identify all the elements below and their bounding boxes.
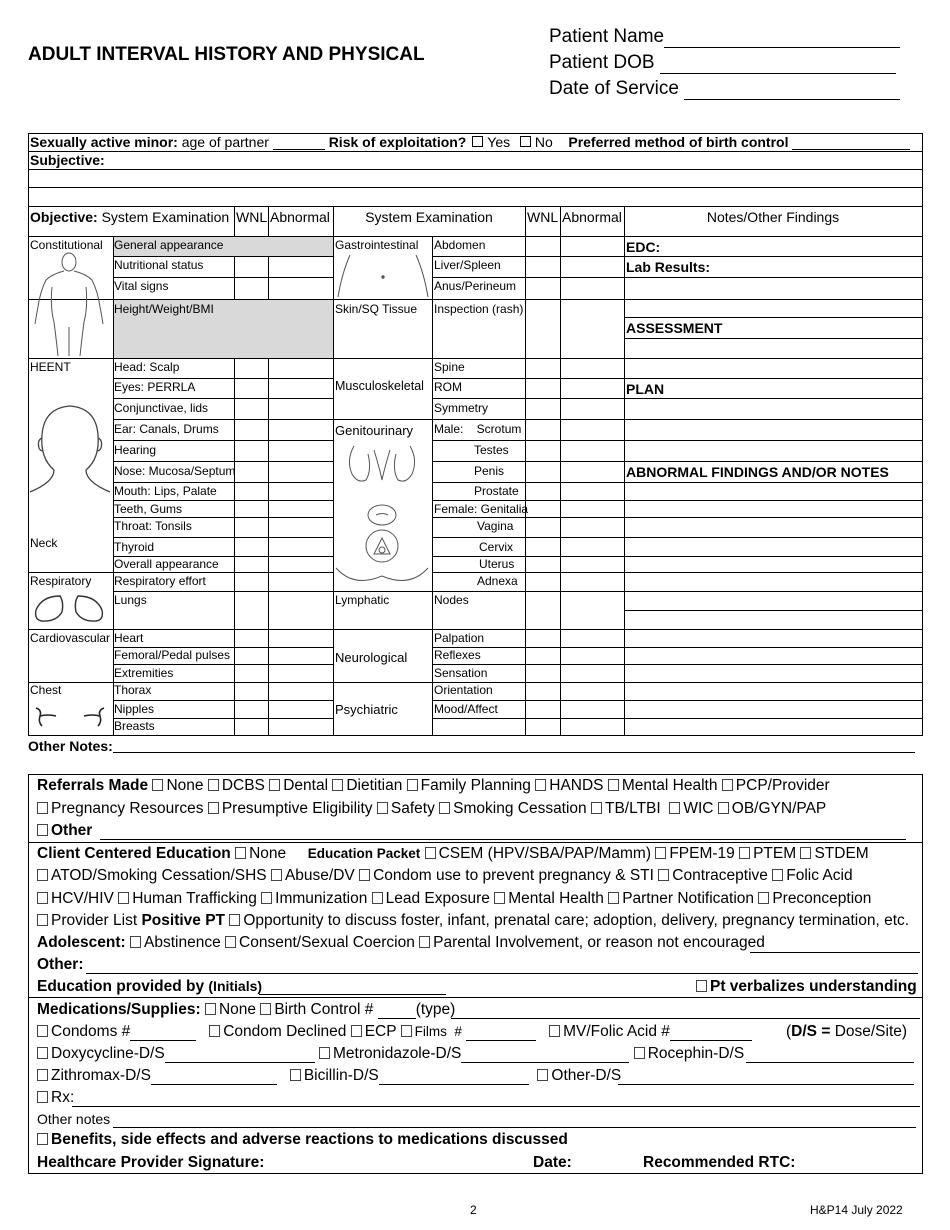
education-provided-row: Education provided by (Initials) xyxy=(37,978,263,995)
meds-row-rx: Rx: xyxy=(37,1089,74,1107)
rocephin-input[interactable] xyxy=(746,1047,914,1063)
form-title: ADULT INTERVAL HISTORY AND PHYSICAL xyxy=(28,44,425,65)
item-thyroid: Thyroid xyxy=(114,540,155,554)
item-vital-signs: Vital signs xyxy=(114,279,169,293)
date-of-service-field[interactable]: Date of Service xyxy=(549,78,900,100)
system-lymphatic: Lymphatic xyxy=(335,593,390,607)
item-cervix: Cervix xyxy=(479,540,514,554)
patient-dob-field[interactable]: Patient DOB xyxy=(549,52,896,74)
education-row-3: HCV/HIV Human Trafficking Immunization Lead Exposure Mental Health Partner Notification Preconception xyxy=(37,890,871,908)
edu-partner-checkbox[interactable] xyxy=(608,892,619,904)
packet-stdem-checkbox[interactable] xyxy=(800,847,811,859)
item-overall-appearance: Overall appearance xyxy=(114,557,219,571)
birth-control-input[interactable] xyxy=(792,137,910,150)
item-heart: Heart xyxy=(114,631,144,645)
edu-folic-checkbox[interactable] xyxy=(772,869,783,881)
system-psychiatric: Psychiatric xyxy=(335,702,398,717)
edu-opportunity-checkbox[interactable] xyxy=(229,914,240,926)
adol-consent-checkbox[interactable] xyxy=(225,936,236,948)
other-notes-input[interactable] xyxy=(113,735,915,753)
packet-fpem-checkbox[interactable] xyxy=(655,847,666,859)
system-skin: Skin/SQ Tissue xyxy=(335,302,418,316)
system-neurological: Neurological xyxy=(335,650,408,665)
other-ds-checkbox[interactable] xyxy=(537,1069,548,1081)
item-teeth-gums: Teeth, Gums xyxy=(114,502,183,516)
item-ear-canals: Ear: Canals, Drums xyxy=(114,422,219,436)
referral-smoking-checkbox[interactable] xyxy=(439,802,450,814)
referral-pregnancy-checkbox[interactable] xyxy=(37,802,48,814)
abdomen-icon xyxy=(336,253,430,297)
item-reflexes: Reflexes xyxy=(434,648,481,662)
adolescent-row: Adolescent: Abstinence Consent/Sexual Coercion Parental Involvement, or reason not encouraged xyxy=(37,934,765,951)
wnl-header: WNL xyxy=(236,209,268,225)
benefits-row: Benefits, side effects and adverse reactions to medications discussed xyxy=(37,1131,568,1149)
education-row-4: Provider List Positive PT Opportunity to discuss foster, infant, prenatal care; adoption, delivery, pregnancy termination, etc. xyxy=(37,912,909,930)
head-outline-icon xyxy=(30,400,112,496)
condoms-checkbox[interactable] xyxy=(37,1025,48,1037)
referral-family-planning-checkbox[interactable] xyxy=(407,779,418,791)
referral-wic-checkbox[interactable] xyxy=(669,802,680,814)
page-number: 2 xyxy=(470,1203,477,1217)
date-label: Date: xyxy=(533,1154,572,1171)
body-outline-icon xyxy=(32,252,107,356)
packet-csem-checkbox[interactable] xyxy=(425,847,436,859)
edu-condom-checkbox[interactable] xyxy=(359,869,370,881)
referral-pcp-checkbox[interactable] xyxy=(722,779,733,791)
edc-label: EDC: xyxy=(626,239,661,255)
referrals-row-1: Referrals Made None DCBS Dental Dietitian Family Planning HANDS Mental Health PCP/Provider xyxy=(37,777,830,794)
lungs-icon xyxy=(32,592,106,624)
referral-dcbs-checkbox[interactable] xyxy=(208,779,219,791)
system-genitourinary: Genitourinary xyxy=(335,423,414,438)
form-code: H&P14 July 2022 xyxy=(810,1203,903,1217)
system-gastrointestinal: Gastrointestinal xyxy=(335,238,419,252)
item-male-scrotum: Male: Scrotum xyxy=(434,422,522,436)
item-head-scalp: Head: Scalp xyxy=(114,360,180,374)
edu-mental-health-checkbox[interactable] xyxy=(494,892,505,904)
item-abdomen: Abdomen xyxy=(434,238,486,252)
item-adnexa: Adnexa xyxy=(477,574,518,588)
item-sensation: Sensation xyxy=(434,666,488,680)
adol-parental-checkbox[interactable] xyxy=(419,936,430,948)
ecp-checkbox[interactable] xyxy=(351,1025,362,1037)
item-nutritional-status: Nutritional status xyxy=(114,258,204,272)
other-notes-label-2: Other notes xyxy=(37,1111,111,1127)
item-hearing: Hearing xyxy=(114,443,157,457)
edu-preconception-checkbox[interactable] xyxy=(758,892,769,904)
condom-declined-checkbox[interactable] xyxy=(209,1025,220,1037)
birth-control-type-input[interactable] xyxy=(451,1003,920,1019)
abnormal-header: Abnormal xyxy=(270,209,330,225)
referral-other-input[interactable] xyxy=(100,824,906,840)
item-nipples: Nipples xyxy=(114,702,155,716)
risk-yes-checkbox[interactable] xyxy=(472,136,483,147)
referral-dental-checkbox[interactable] xyxy=(269,779,280,791)
item-rom: ROM xyxy=(434,380,462,394)
risk-no-checkbox[interactable] xyxy=(520,136,531,147)
education-initials-input[interactable] xyxy=(259,979,446,995)
patient-name-field[interactable]: Patient Name xyxy=(549,26,900,48)
rtc-label: Recommended RTC: xyxy=(643,1154,796,1171)
meds-row-4: Zithromax-D/S Bicillin-D/S Other-D/S xyxy=(37,1067,621,1085)
item-mood-affect: Mood/Affect xyxy=(434,702,498,716)
pt-understanding-row: Pt verbalizes understanding xyxy=(696,978,917,996)
meds-other-notes-input[interactable] xyxy=(113,1113,916,1128)
education-other-label: Other: xyxy=(37,956,84,973)
rx-checkbox[interactable] xyxy=(37,1091,48,1103)
benefits-discussed-checkbox[interactable] xyxy=(37,1133,48,1145)
objective-header: Objective: System Examination xyxy=(30,209,230,225)
referral-presumptive-checkbox[interactable] xyxy=(208,802,219,814)
item-thorax: Thorax xyxy=(114,683,152,697)
bicillin-checkbox[interactable] xyxy=(290,1069,301,1081)
item-prostate: Prostate xyxy=(474,484,519,498)
lab-results-label: Lab Results: xyxy=(626,259,711,275)
other-notes-label: Other Notes: xyxy=(28,738,113,754)
item-general-appearance: General appearance xyxy=(114,238,224,252)
item-extremities: Extremities xyxy=(114,666,174,680)
chest-icon xyxy=(34,704,106,728)
edu-hcv-checkbox[interactable] xyxy=(37,892,48,904)
education-row-2: ATOD/Smoking Cessation/SHS Abuse/DV Condom use to prevent pregnancy & STI Contraceptive Folic Acid xyxy=(37,867,853,885)
item-liver-spleen: Liver/Spleen xyxy=(434,258,501,272)
item-inspection-rash: Inspection (rash) xyxy=(434,302,524,316)
provider-signature-label: Healthcare Provider Signature: xyxy=(37,1154,265,1171)
subjective-label: Subjective: xyxy=(30,152,105,168)
edu-lead-checkbox[interactable] xyxy=(372,892,383,904)
zithromax-input[interactable] xyxy=(151,1070,277,1085)
edu-trafficking-checkbox[interactable] xyxy=(118,892,129,904)
item-breasts: Breasts xyxy=(114,719,155,733)
item-orientation: Orientation xyxy=(434,683,493,697)
meds-row-1: Medications/Supplies: None Birth Control # (type) xyxy=(37,1001,456,1018)
item-height-weight-bmi: Height/Weight/BMI xyxy=(114,302,214,316)
mv-number-input[interactable] xyxy=(670,1026,752,1041)
system-cardiovascular: Cardiovascular xyxy=(30,631,111,645)
metronidazole-input[interactable] xyxy=(461,1048,629,1063)
item-eyes-perrla: Eyes: PERRLA xyxy=(114,380,196,394)
item-conjunctivae: Conjunctivae, lids xyxy=(114,401,209,415)
item-nodes: Nodes xyxy=(434,593,469,607)
assessment-label: ASSESSMENT xyxy=(626,320,723,336)
packet-ptem-checkbox[interactable] xyxy=(739,847,750,859)
system-chest: Chest xyxy=(30,683,62,697)
other-ds-input[interactable] xyxy=(618,1069,914,1085)
item-testes: Testes xyxy=(474,443,509,457)
item-spine: Spine xyxy=(434,360,465,374)
item-palpation: Palpation xyxy=(434,631,485,645)
referral-obgyn-checkbox[interactable] xyxy=(718,802,729,814)
birth-control-number-input[interactable] xyxy=(378,1004,416,1019)
age-of-partner-input[interactable] xyxy=(273,137,325,150)
item-penis: Penis xyxy=(474,464,505,478)
zithromax-checkbox[interactable] xyxy=(37,1069,48,1081)
referral-tb-checkbox[interactable] xyxy=(591,802,602,814)
abnormal-header-2: Abnormal xyxy=(562,209,622,225)
edu-atod-checkbox[interactable] xyxy=(37,869,48,881)
edu-abuse-checkbox[interactable] xyxy=(271,869,282,881)
referral-hands-checkbox[interactable] xyxy=(535,779,546,791)
item-female-genitalia: Female: Genitalia xyxy=(434,502,529,516)
minor-row: Sexually active minor: age of partner Risk of exploitation? Yes No Preferred method of birth control xyxy=(30,134,910,150)
referrals-row-2: Pregnancy Resources Presumptive Eligibility Safety Smoking Cessation TB/LTBI WIC OB/GYN/PAP xyxy=(37,800,826,818)
rx-input[interactable] xyxy=(72,1091,920,1107)
item-symmetry: Symmetry xyxy=(434,401,488,415)
meds-none-checkbox[interactable] xyxy=(205,1003,216,1015)
metronidazole-checkbox[interactable] xyxy=(319,1047,330,1059)
films-checkbox[interactable] xyxy=(401,1025,412,1037)
genitourinary-icon xyxy=(334,440,430,588)
referral-none-checkbox[interactable] xyxy=(152,779,163,791)
referrals-row-3: Other xyxy=(37,822,92,840)
referral-dietitian-checkbox[interactable] xyxy=(332,779,343,791)
wnl-header-2: WNL xyxy=(527,209,559,225)
plan-label: PLAN xyxy=(626,381,665,397)
meds-row-2: Condoms # Condom Declined ECP Films # MV/Folic Acid # xyxy=(37,1023,752,1041)
item-anus: Anus/Perineum xyxy=(434,279,517,293)
item-vagina: Vagina xyxy=(477,519,514,533)
bicillin-input[interactable] xyxy=(379,1070,529,1085)
edu-immunization-checkbox[interactable] xyxy=(261,892,272,904)
referral-mental-health-checkbox[interactable] xyxy=(608,779,619,791)
item-respiratory-effort: Respiratory effort xyxy=(114,574,206,588)
films-number-input[interactable] xyxy=(466,1026,536,1041)
system-neck: Neck xyxy=(30,536,58,550)
education-other-input[interactable] xyxy=(86,958,918,974)
item-nose: Nose: Mucosa/Septum xyxy=(114,464,236,478)
edu-provider-list-checkbox[interactable] xyxy=(37,914,48,926)
doxycycline-checkbox[interactable] xyxy=(37,1047,48,1059)
pt-understanding-checkbox[interactable] xyxy=(696,980,707,992)
education-none-checkbox[interactable] xyxy=(235,847,246,859)
meds-birth-control-checkbox[interactable] xyxy=(260,1003,271,1015)
adol-abstinence-checkbox[interactable] xyxy=(130,936,141,948)
notes-header: Notes/Other Findings xyxy=(706,209,840,225)
item-pulses: Femoral/Pedal pulses xyxy=(114,648,231,662)
system-heent: HEENT xyxy=(30,360,71,374)
ds-legend: (D/S = Dose/Site) xyxy=(786,1023,908,1040)
condoms-number-input[interactable] xyxy=(130,1026,196,1041)
system-musculoskeletal: Musculoskeletal xyxy=(335,379,424,393)
mv-folic-checkbox[interactable] xyxy=(549,1025,560,1037)
item-lungs: Lungs xyxy=(114,593,147,607)
edu-contraceptive-checkbox[interactable] xyxy=(658,869,669,881)
item-throat: Throat: Tonsils xyxy=(114,519,192,533)
meds-row-3: Doxycycline-D/S Metronidazole-D/S Rocephin-D/S xyxy=(37,1045,744,1063)
system-exam-header-2: System Examination xyxy=(365,209,493,225)
item-mouth: Mouth: Lips, Palate xyxy=(114,484,217,498)
system-respiratory: Respiratory xyxy=(30,574,92,588)
system-constitutional: Constitutional xyxy=(30,238,103,252)
referral-other-checkbox[interactable] xyxy=(37,824,48,836)
referral-safety-checkbox[interactable] xyxy=(377,802,388,814)
rocephin-checkbox[interactable] xyxy=(634,1047,645,1059)
abnormal-findings-label: ABNORMAL FINDINGS AND/OR NOTES xyxy=(626,464,889,480)
education-row-1: Client Centered Education None Education Packet CSEM (HPV/SBA/PAP/Mamm) FPEM-19 PTEM STDEM xyxy=(37,845,869,862)
item-uterus: Uterus xyxy=(479,557,515,571)
adolescent-reason-input[interactable] xyxy=(750,937,920,953)
doxycycline-input[interactable] xyxy=(165,1048,315,1063)
